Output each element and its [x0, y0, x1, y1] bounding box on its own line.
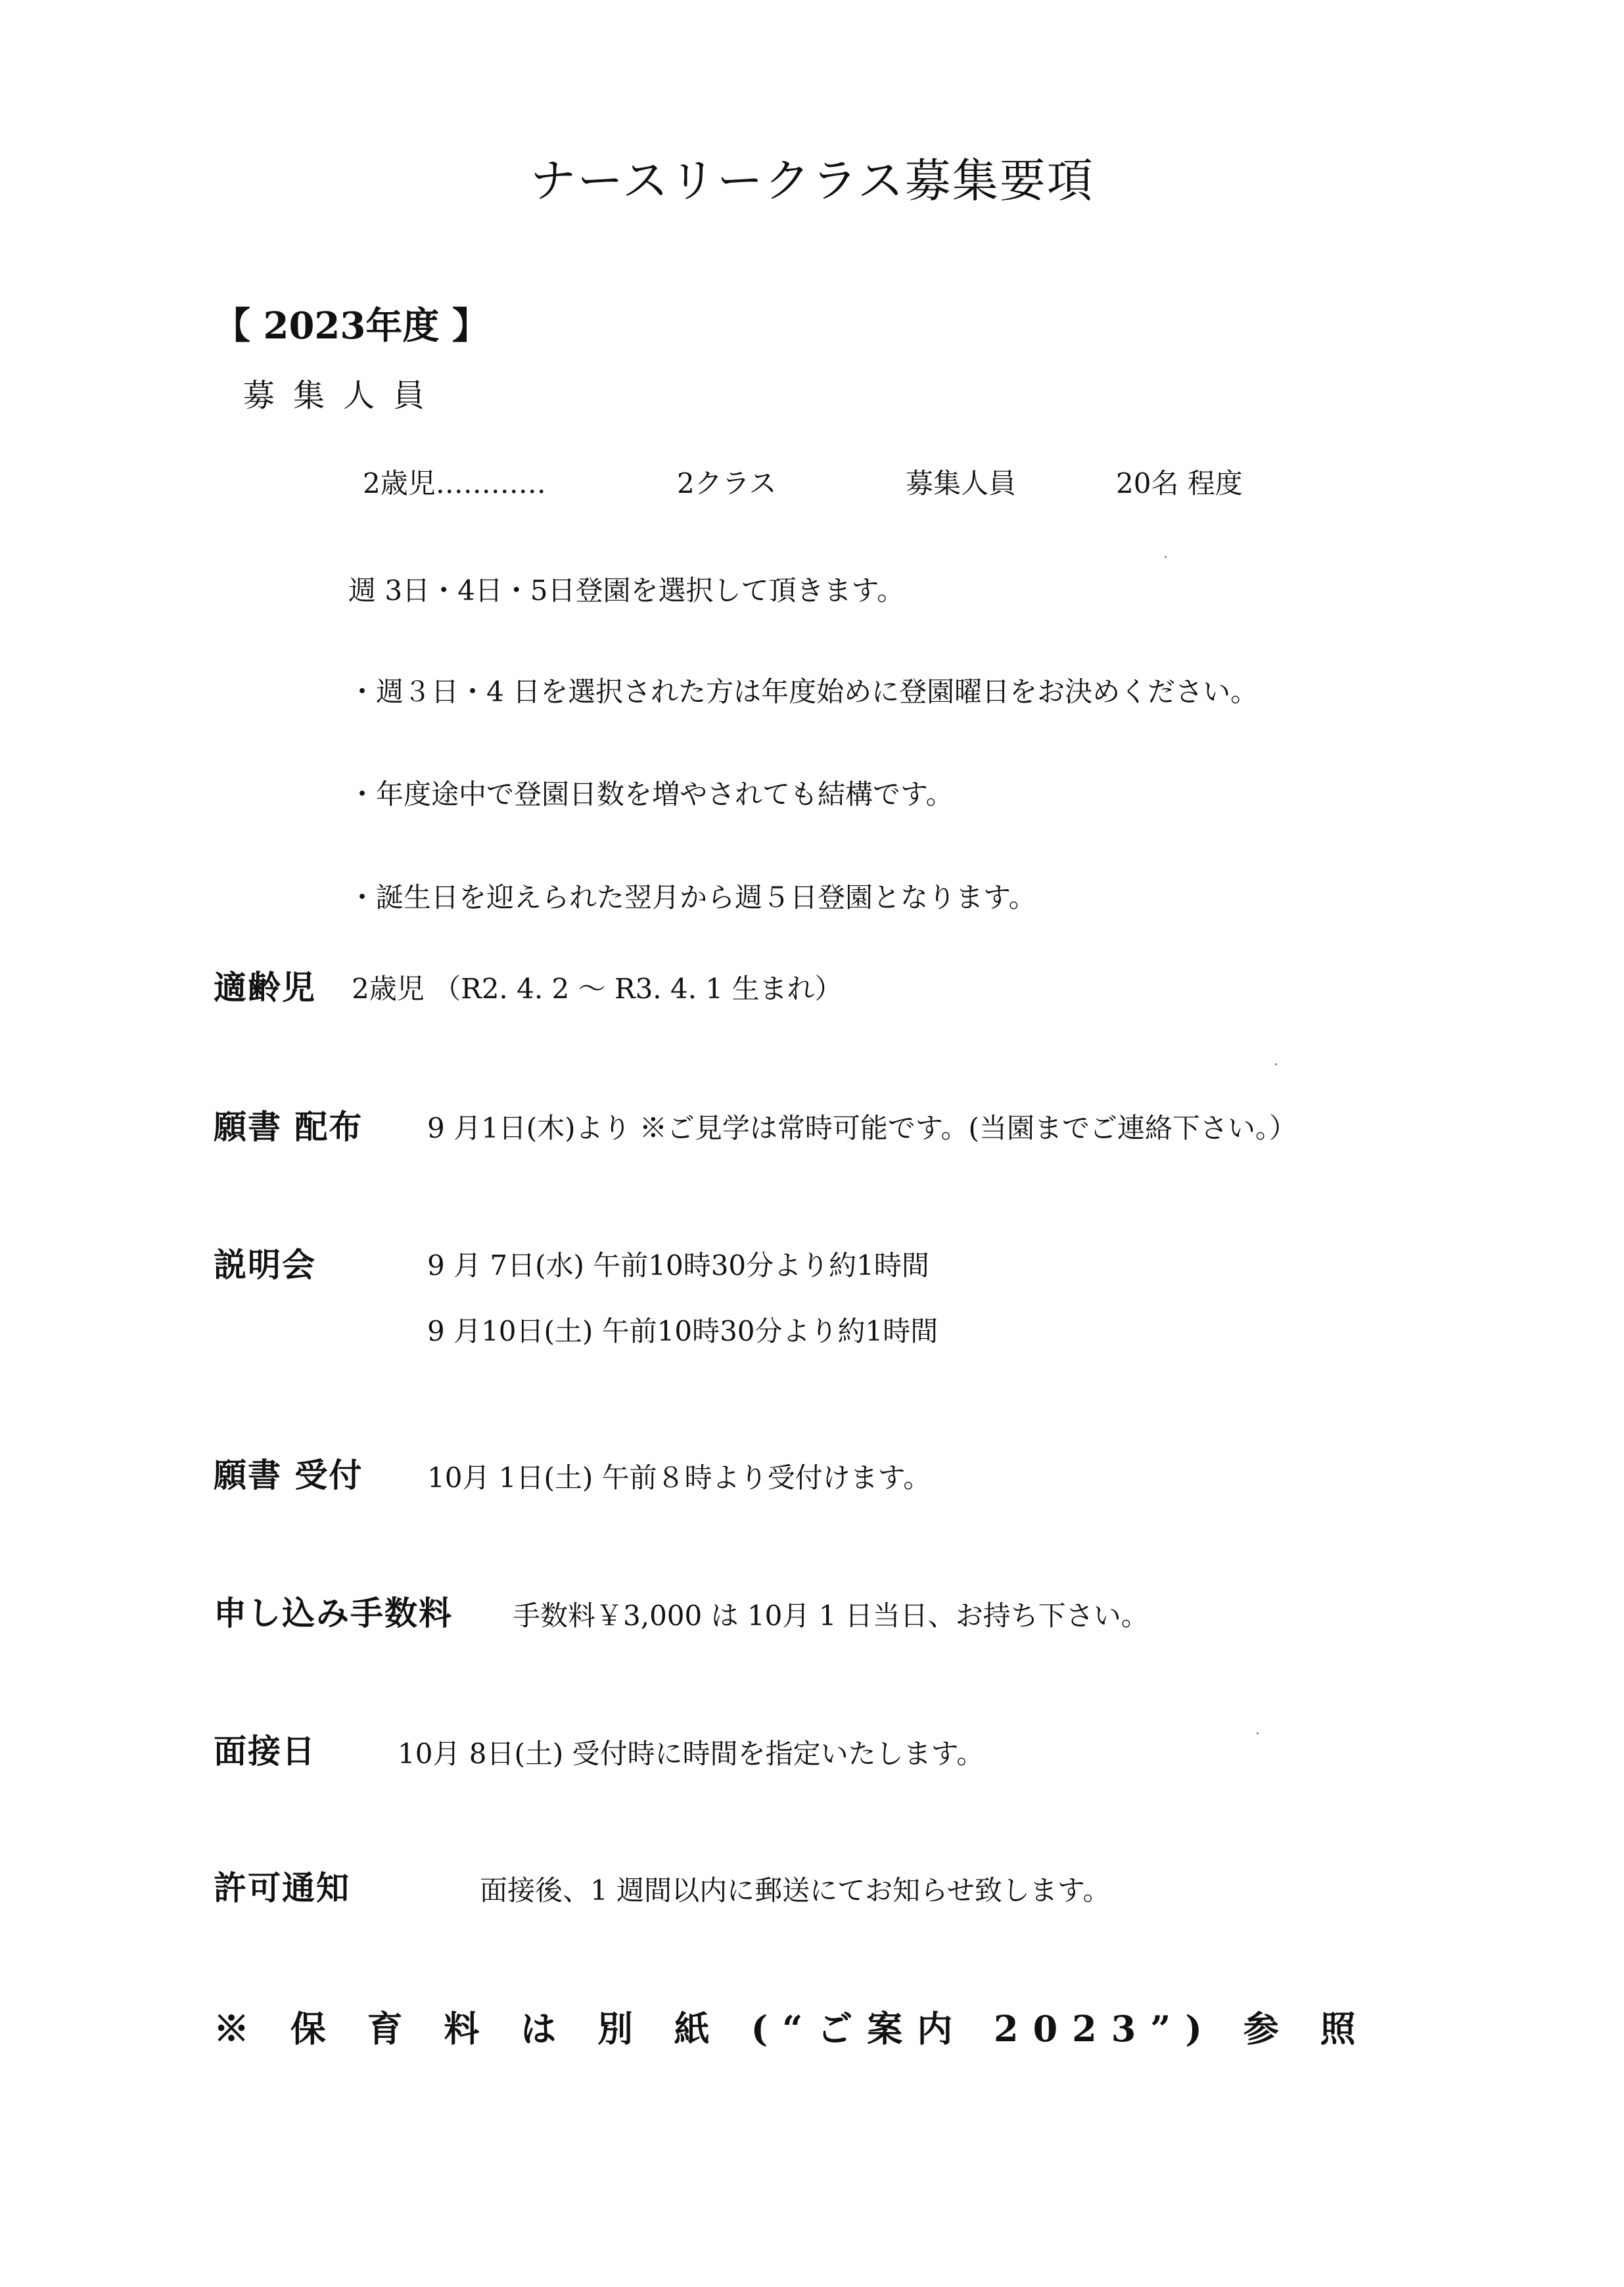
recruitment-label: 募集人員: [906, 467, 1017, 499]
permission-label: 許可通知: [214, 1868, 350, 1907]
briefing-label: 説明会: [214, 1245, 316, 1284]
briefing-line-2: 9 月10日(土) 午前10時30分より約1時間: [427, 1315, 939, 1347]
note-days: 週 3日・4日・5日登園を選択して頂きます。: [348, 574, 905, 607]
fee-value: 手数料￥3,000 は 10月 1 日当日、お持ち下さい。: [513, 1600, 1149, 1632]
interview-value: 10月 8日(土) 受付時に時間を指定いたします。: [398, 1738, 985, 1770]
recruitment-heading: 募集人員: [243, 377, 444, 414]
briefing-line-1: 9 月 7日(水) 午前10時30分より約1時間: [427, 1249, 929, 1282]
eligible-label: 適齢児: [214, 968, 316, 1007]
recruitment-age: 2歳児‥‥‥‥‥‥: [363, 467, 546, 499]
scan-speck: [1275, 1063, 1277, 1065]
reception-label: 願書 受付: [214, 1456, 363, 1494]
eligible-value: 2歳児 （R2. 4. 2 ～ R3. 4. 1 生まれ）: [352, 973, 843, 1005]
scan-speck: [1165, 556, 1167, 558]
recruitment-classes: 2クラス: [677, 467, 777, 499]
footer-note: ※ 保 育 料 は 別 紙 (“ご案内 2023”) 参 照: [214, 2008, 1370, 2050]
note-weekday-choice: ・週３日・4 日を選択された方は年度始めに登園曜日をお決めください。: [348, 676, 1259, 708]
document-title: ナースリークラス募集要項: [530, 154, 1094, 208]
distribution-value: 9 月1日(木)より ※ご見学は常時可能です。(当園までご連絡下さい。）: [427, 1112, 1297, 1144]
permission-value: 面接後、1 週間以内に郵送にてお知らせ致します。: [480, 1874, 1111, 1906]
note-increase-days: ・年度途中で登園日数を増やされても結構です。: [348, 778, 954, 810]
scan-speck: [1257, 1732, 1259, 1734]
note-birthday: ・誕生日を迎えられた翌月から週５日登園となります。: [348, 881, 1036, 913]
distribution-label: 願書 配布: [214, 1107, 363, 1146]
fee-label: 申し込み手数料: [214, 1594, 453, 1632]
interview-label: 面接日: [214, 1732, 316, 1770]
reception-value: 10月 1日(土) 午前８時より受付けます。: [427, 1462, 931, 1494]
year-header: 【 2023年度 】: [214, 304, 489, 348]
recruitment-count: 20名 程度: [1116, 467, 1243, 499]
